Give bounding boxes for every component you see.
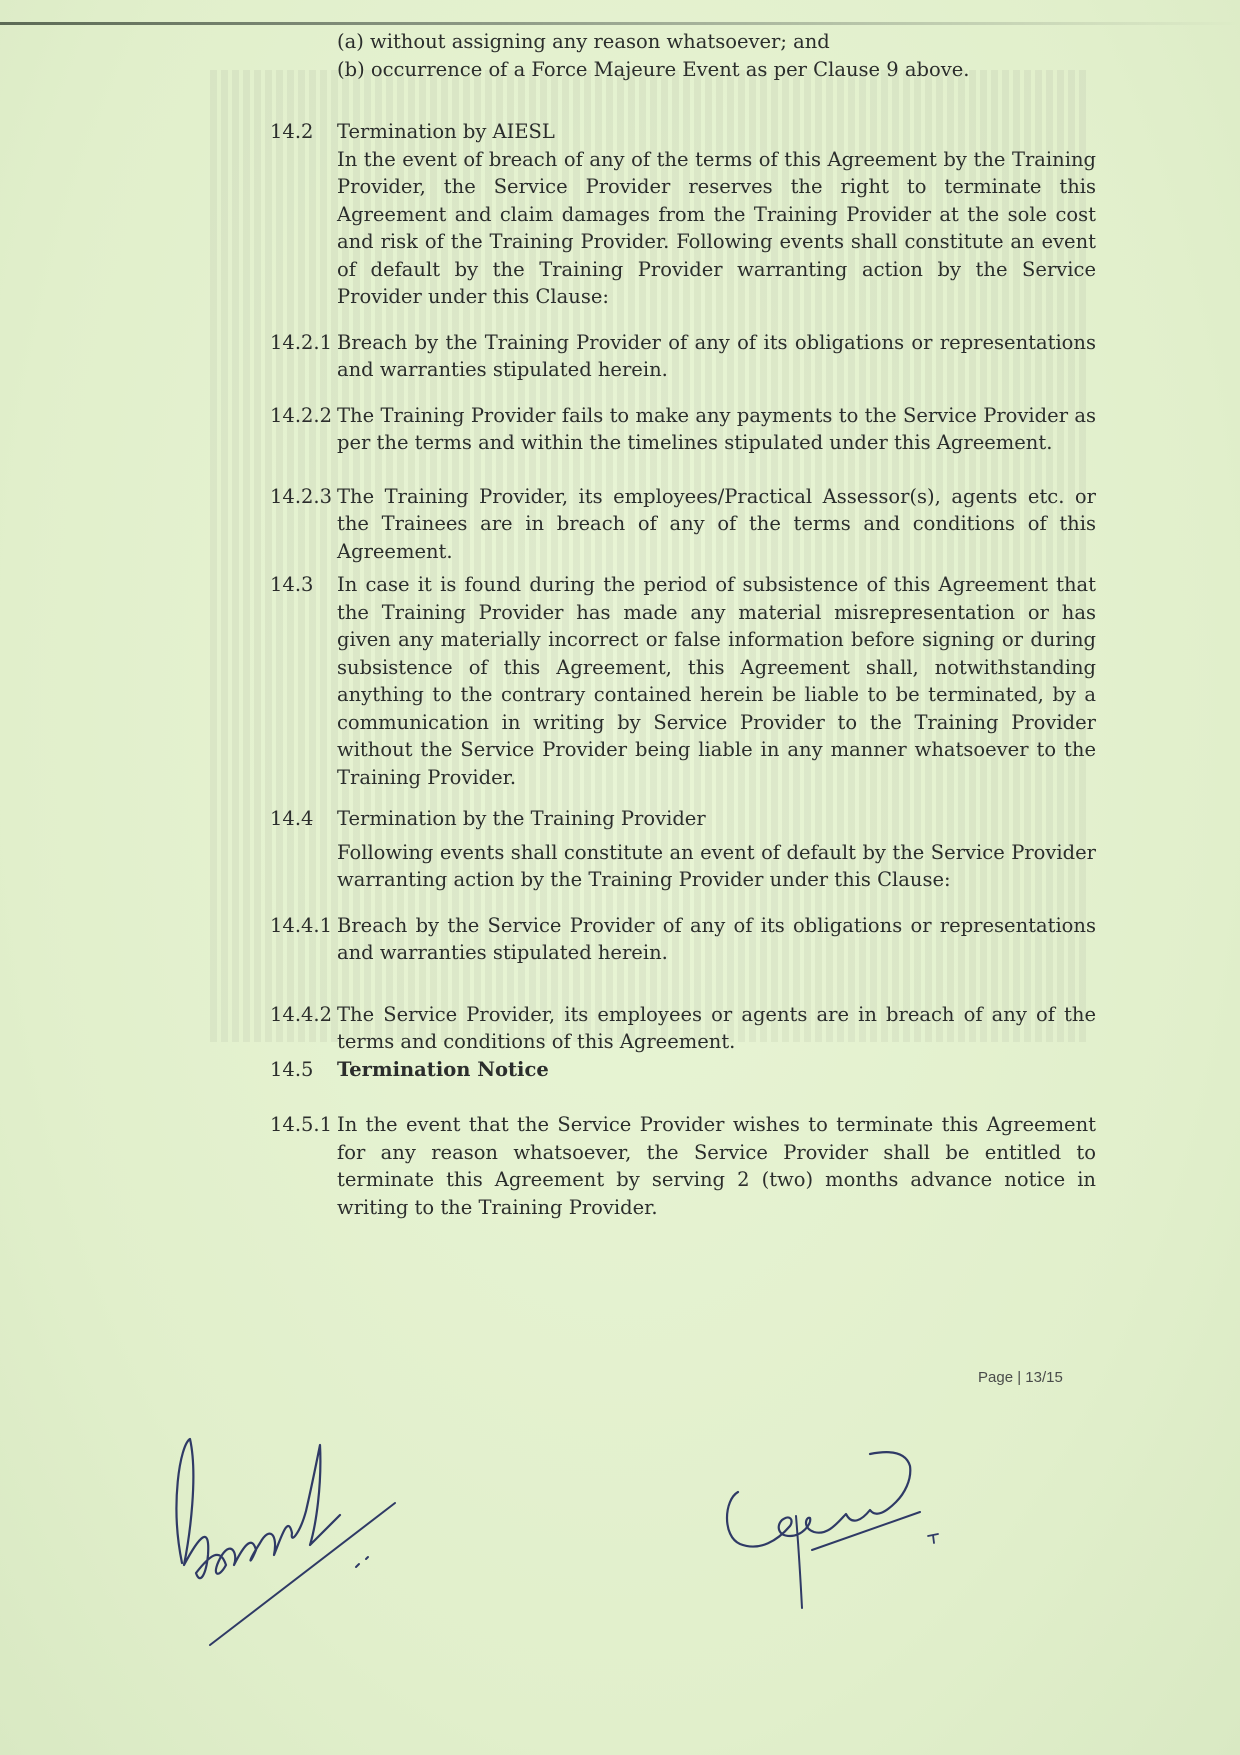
clause-14-4-2 — [270, 1001, 1096, 1056]
scan-edge — [0, 22, 1240, 25]
clause-number: 14.4.1 — [270, 913, 333, 937]
clause-14-2-heading — [270, 118, 1096, 146]
clause-14-4-heading — [270, 805, 1096, 833]
clause-text: The Training Provider, its employees/Practical Assessor(s), agents etc. or the Trainees are in breach of any of the terms and conditions of this Agreement. — [337, 484, 1096, 563]
clause-number: 14.4.2 — [270, 1002, 333, 1026]
clause-number: 14.5 — [270, 1057, 314, 1081]
signature-right — [720, 1440, 980, 1615]
page-number: Page | 13/15 — [978, 1369, 1063, 1386]
clause-number: 14.2.1 — [270, 330, 333, 354]
clause-text: The Training Provider fails to make any payments to the Service Provider as per the terms and within the timelines stipulated under this Agreement. — [337, 403, 1096, 454]
clause-number: 14.3 — [270, 573, 314, 596]
clause-14-4-text: Following events shall constitute an event of default by the Service Provider warranting action by the Training Provider under this Clause: — [337, 840, 1096, 891]
sub-item-b: (b) occurrence of a Force Majeure Event as per Clause 9 above. — [337, 57, 970, 81]
sub-item-a: (a) without assigning any reason whatsoever; and — [337, 30, 830, 53]
clause-heading: Termination by AIESL — [337, 120, 555, 143]
clause-number: 14.4 — [270, 807, 314, 830]
clause-14-2-2 — [270, 402, 1096, 457]
clause-14-2-1 — [270, 329, 1096, 384]
clause-14-5-heading — [270, 1056, 1096, 1084]
clause-14-4-1 — [270, 912, 1096, 967]
clause-14-2-3 — [270, 483, 1096, 566]
clause-14-3 — [270, 571, 1096, 791]
clause-text: In the event that the Service Provider wishes to terminate this Agreement for any reason whatsoever, the Service Provider shall be entitled to terminate this Agreement by serving 2 (two) months advance notice in writing to the Training Provider. — [337, 1113, 1096, 1219]
signature-left — [170, 1415, 430, 1655]
clause-number: 14.5.1 — [270, 1113, 333, 1136]
document-body — [270, 28, 1096, 1221]
clause-number: 14.2 — [270, 120, 314, 143]
clause-text: In case it is found during the period of subsistence of this Agreement that the Training Provider has made any material misrepresentation or has given any materially incorrect or false information before signing or during subsistence of this Agreement, this Agreement shall, notwithstanding anything to the contrary contained herein be liable to be terminated, by a communication in writing by Service Provider to the Training Provider without the Service Provider being liable in any manner whatsoever to the Training Provider. — [337, 573, 1096, 789]
clause-number: 14.2.2 — [270, 403, 333, 427]
clause-14-2-text: In the event of breach of any of the terms of this Agreement by the Training Provider, the Service Provider reserves the right to terminate this Agreement and claim damages from the Training Provider at the sole cost and risk of the Training Provider. Following events shall constitute an event of default by the Training Provider warranting action by the Service Provider under this Clause: — [337, 147, 1096, 308]
clause-text: Breach by the Service Provider of any of its obligations or representations and warranties stipulated herein. — [337, 913, 1096, 964]
clause-text: The Service Provider, its employees or agents are in breach of any of the terms and conditions of this Agreement. — [337, 1002, 1096, 1053]
clause-heading: Termination Notice — [337, 1057, 549, 1081]
clause-text: Breach by the Training Provider of any of its obligations or representations and warranties stipulated herein. — [337, 330, 1096, 381]
clause-heading: Termination by the Training Provider — [337, 807, 706, 830]
clause-14-5-1 — [270, 1111, 1096, 1221]
clause-number: 14.2.3 — [270, 484, 333, 508]
